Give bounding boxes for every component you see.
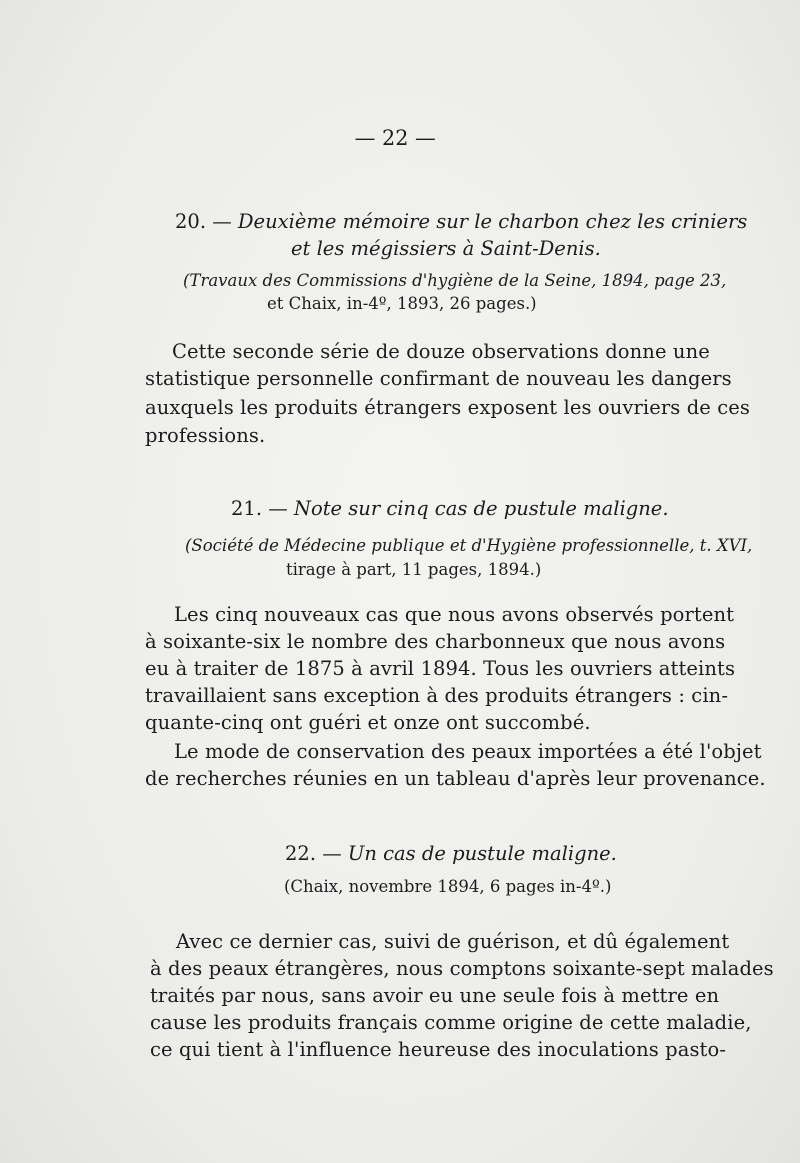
entry-21-paragraph-line: quante-cinq ont guéri et onze ont succombé. (145, 711, 591, 734)
entry-20-title-line-1 (175, 210, 747, 233)
entry-20-title: Deuxième mémoire sur le charbon chez les criniers (237, 210, 748, 233)
entry-21-paragraph-line: travaillaient sans exception à des produits étrangers : cin- (145, 684, 729, 707)
entry-21-title-line-1 (231, 497, 669, 520)
entry-20-paragraph-line: Cette seconde série de douze observations donne une (172, 340, 710, 363)
entry-20-title-line-2: et les mégissiers à Saint-Denis. (291, 237, 601, 260)
entry-22-paragraph-line: Avec ce dernier cas, suivi de guérison, et dû également (176, 930, 730, 953)
entry-22-number: 22. (285, 842, 317, 865)
entry-21-source-line-2: tirage à part, 11 pages, 1894.) (286, 560, 542, 579)
entry-21-paragraph-line: Le mode de conservation des peaux importées a été l'objet (174, 740, 762, 763)
entry-22-paragraph-line: ce qui tient à l'influence heureuse des inoculations pasto- (150, 1038, 727, 1061)
entry-20-dash: — (212, 210, 232, 233)
entry-22-paragraph-line: traités par nous, sans avoir eu une seule fois à mettre en (150, 984, 720, 1007)
entry-20-number: 20. (175, 210, 207, 233)
entry-20-paragraph-line: statistique personnelle confirmant de nouveau les dangers (145, 367, 732, 390)
entry-20-source-line-1: (Travaux des Commissions d'hygiène de la Seine, 1894, page 23, (183, 271, 727, 290)
entry-21-paragraph-line: de recherches réunies en un tableau d'après leur provenance. (145, 767, 766, 790)
entry-21-paragraph-line: à soixante-six le nombre des charbonneux que nous avons (145, 630, 726, 653)
entry-21-title: Note sur cinq cas de pustule maligne. (293, 497, 669, 520)
entry-21-paragraph-line: Les cinq nouveaux cas que nous avons observés portent (174, 603, 735, 626)
page-number: — 22 — (354, 126, 436, 150)
entry-20-paragraph-line: professions. (145, 424, 266, 447)
entry-22-title-line-1 (285, 842, 617, 865)
entry-22-dash: — (322, 842, 342, 865)
entry-20-paragraph-line: auxquels les produits étrangers exposent les ouvriers de ces (145, 396, 750, 419)
entry-21-source-line-1: (Société de Médecine publique et d'Hygiène professionnelle, t. XVI, (185, 536, 753, 555)
entry-21-paragraph-line: eu à traiter de 1875 à avril 1894. Tous les ouvriers atteints (145, 657, 736, 680)
entry-22-paragraph-line: cause les produits français comme origine de cette maladie, (150, 1011, 752, 1034)
entry-22-paragraph-line: à des peaux étrangères, nous comptons soixante-sept malades (150, 957, 774, 980)
entry-21-dash: — (268, 497, 288, 520)
entry-22-source-line-1: (Chaix, novembre 1894, 6 pages in-4º.) (284, 877, 612, 896)
entry-21-number: 21. (231, 497, 263, 520)
entry-22-title: Un cas de pustule maligne. (347, 842, 617, 865)
entry-20-source-line-2: et Chaix, in-4º, 1893, 26 pages.) (267, 294, 537, 313)
